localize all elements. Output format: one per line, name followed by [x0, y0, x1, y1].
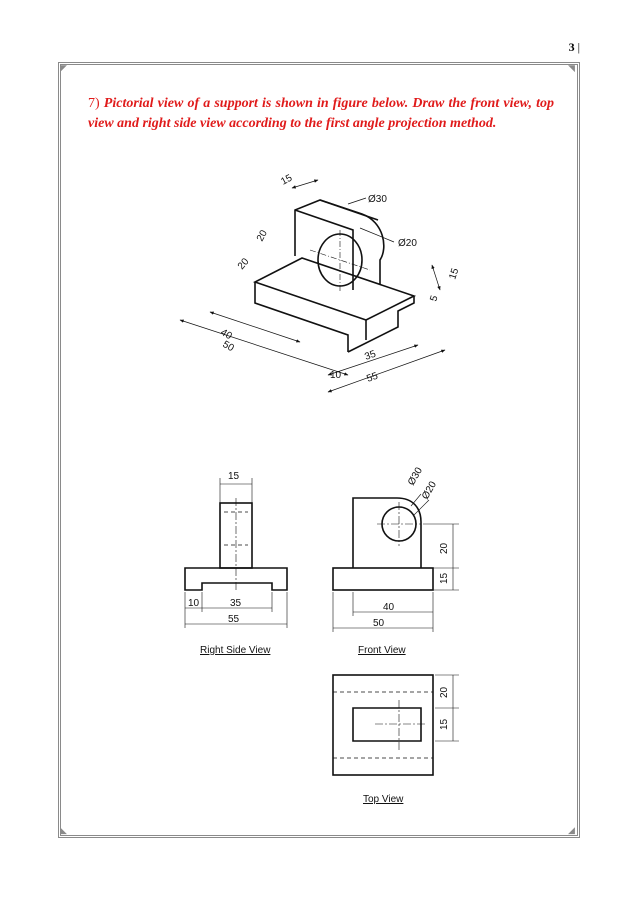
- top-dim-15: 15: [439, 718, 450, 730]
- pictorial-dim-diameter-20: Ø20: [398, 238, 417, 249]
- pictorial-dim-15-right: 15: [447, 266, 462, 281]
- question-text: Pictorial view of a support is shown in figure below. Draw the front view, top view and right side view according to the first angle projection method.: [88, 96, 554, 131]
- corner-ornament-bottom-left: ◣: [60, 825, 67, 835]
- page-number-separator: |: [577, 40, 580, 54]
- pictorial-dim-5: 5: [428, 294, 441, 303]
- question-7: [88, 94, 554, 134]
- front-dim-40: 40: [383, 602, 395, 613]
- page-number-value: 3: [568, 40, 575, 54]
- front-dim-diameter-30: Ø30: [406, 465, 426, 488]
- pictorial-dimension-lines: [180, 180, 445, 392]
- top-dim-20: 20: [439, 686, 450, 698]
- top-view-drawing: [325, 670, 475, 810]
- top-view-label: Top View: [363, 794, 404, 805]
- pictorial-center-lines: [310, 230, 370, 292]
- front-view-center-lines: [377, 502, 421, 546]
- top-view-outline: [333, 675, 433, 775]
- pictorial-dim-35: 35: [363, 348, 378, 363]
- front-dim-15: 15: [439, 572, 450, 584]
- right-side-view-label: Right Side View: [200, 645, 271, 656]
- right-side-dim-10: 10: [188, 598, 200, 609]
- front-view-drawing: [325, 460, 475, 660]
- right-side-dim-15: 15: [228, 471, 240, 482]
- right-side-view-drawing: [170, 470, 320, 660]
- right-side-dim-35: 35: [230, 598, 242, 609]
- top-view-dimension-lines: [435, 675, 459, 741]
- pictorial-dim-diameter-30: Ø30: [368, 194, 387, 205]
- pictorial-dim-40: 40: [218, 327, 234, 343]
- pictorial-dim-10: 10: [330, 370, 342, 381]
- top-view-hidden-lines: [333, 692, 433, 758]
- front-view-outline: [333, 498, 433, 590]
- right-side-dim-55: 55: [228, 614, 240, 625]
- corner-ornament-top-left: ◤: [60, 63, 67, 73]
- pictorial-dim-20-upright: 20: [254, 228, 270, 244]
- question-number: 7): [88, 96, 100, 111]
- page-number: [569, 40, 580, 55]
- pictorial-dim-50: 50: [220, 339, 236, 355]
- front-dim-diameter-20: Ø20: [420, 479, 440, 502]
- pictorial-view-drawing: [170, 170, 480, 400]
- pictorial-dim-15-top: 15: [279, 172, 295, 188]
- front-dim-50: 50: [373, 618, 385, 629]
- corner-ornament-bottom-right: ◢: [568, 825, 575, 835]
- pictorial-dim-20-depth: 20: [235, 256, 252, 272]
- pictorial-dim-55: 55: [365, 370, 380, 385]
- pictorial-outline: [255, 200, 414, 352]
- front-view-label: Front View: [358, 645, 406, 656]
- front-dim-20: 20: [439, 542, 450, 554]
- front-view-dimension-lines: [333, 494, 459, 632]
- corner-ornament-top-right: ◥: [568, 63, 575, 73]
